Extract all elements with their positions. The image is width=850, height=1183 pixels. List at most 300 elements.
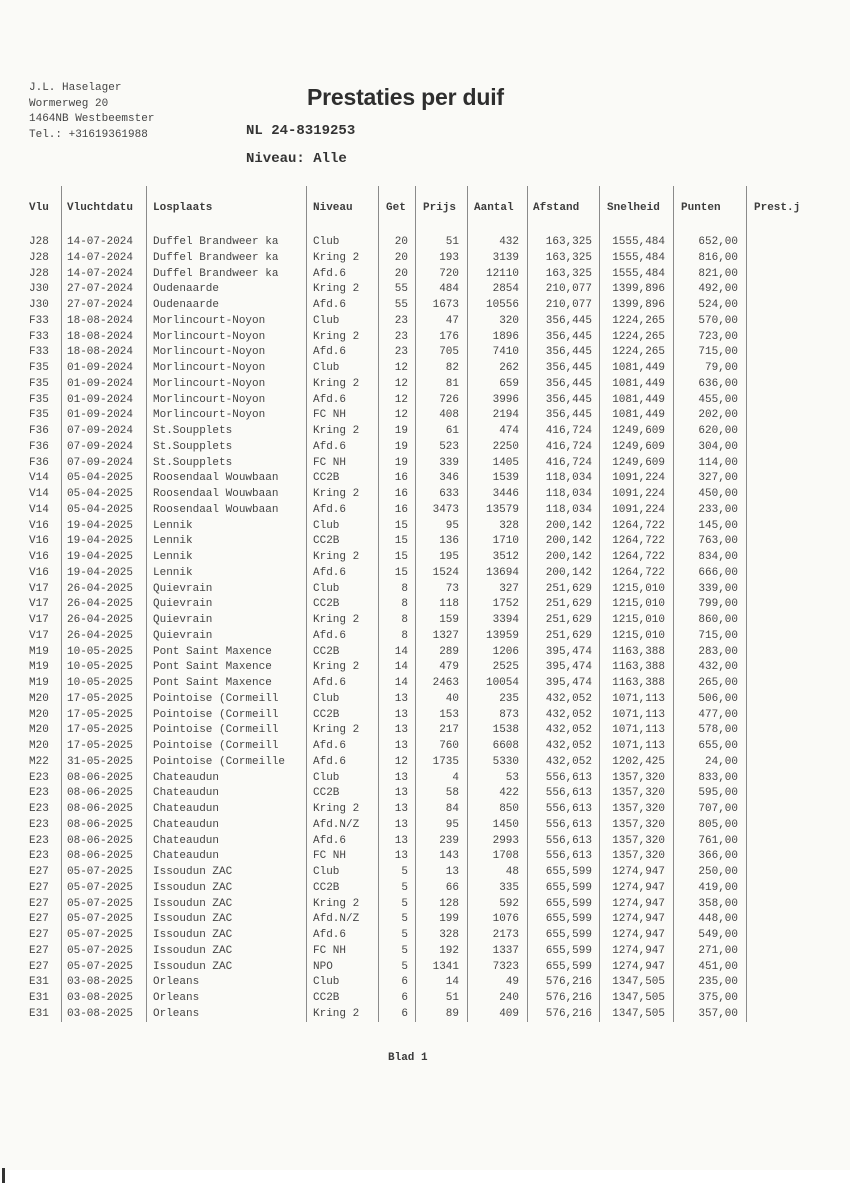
cell-punten: 477,00 bbox=[698, 708, 738, 721]
table-row bbox=[0, 503, 850, 519]
table-row bbox=[0, 566, 850, 582]
cell-aantal: 3996 bbox=[492, 393, 519, 406]
cell-aantal: 2194 bbox=[492, 409, 519, 422]
cell-get: 16 bbox=[394, 472, 408, 485]
table-row bbox=[0, 487, 850, 503]
cell-losplaats: Quievrain bbox=[153, 629, 213, 642]
cell-afstand: 395,474 bbox=[545, 645, 592, 658]
cell-afstand: 556,613 bbox=[545, 787, 592, 800]
table-row bbox=[0, 676, 850, 692]
header-aantal: Aantal bbox=[474, 202, 514, 214]
cell-vlu: F36 bbox=[29, 440, 49, 453]
cell-vlu: V16 bbox=[29, 566, 49, 579]
cell-snelheid: 1274,947 bbox=[612, 897, 665, 910]
cell-afstand: 655,599 bbox=[545, 944, 592, 957]
cell-prijs: 193 bbox=[439, 251, 459, 264]
cell-prijs: 408 bbox=[439, 409, 459, 422]
cell-vlu: M20 bbox=[29, 724, 49, 737]
cell-vlu: E31 bbox=[29, 976, 49, 989]
cell-afstand: 251,629 bbox=[545, 629, 592, 642]
sender-name: J.L. Haselager bbox=[29, 82, 122, 94]
table-row bbox=[0, 723, 850, 739]
header-punten: Punten bbox=[681, 202, 721, 214]
cell-prijs: 1524 bbox=[432, 566, 459, 579]
cell-niveau: FC NH bbox=[313, 409, 347, 422]
cell-date: 19-04-2025 bbox=[67, 566, 134, 579]
cell-aantal: 48 bbox=[505, 866, 519, 878]
cell-losplaats: Pointoise (Cormeill bbox=[153, 692, 279, 705]
table-row bbox=[0, 771, 850, 787]
cell-losplaats: Pont Saint Maxence bbox=[153, 645, 272, 658]
cell-get: 13 bbox=[394, 771, 408, 784]
cell-losplaats: Morlincourt-Noyon bbox=[153, 377, 266, 390]
cell-prijs: 14 bbox=[445, 976, 459, 989]
cell-losplaats: Chateaudun bbox=[153, 771, 220, 784]
cell-vlu: V16 bbox=[29, 551, 49, 563]
cell-date: 19-04-2025 bbox=[67, 535, 134, 548]
cell-get: 6 bbox=[401, 976, 408, 989]
cell-aantal: 1405 bbox=[492, 456, 519, 469]
table-row bbox=[0, 456, 850, 472]
cell-aantal: 13959 bbox=[485, 629, 519, 642]
table-row bbox=[0, 755, 850, 771]
cell-date: 01-09-2024 bbox=[67, 362, 134, 374]
cell-get: 19 bbox=[394, 440, 408, 453]
cell-snelheid: 1215,010 bbox=[612, 614, 665, 626]
cell-niveau: Club bbox=[313, 976, 340, 989]
cell-vlu: E31 bbox=[29, 1007, 49, 1020]
header-prestatie: Prest.j bbox=[754, 202, 801, 214]
cell-date: 18-08-2024 bbox=[67, 314, 134, 327]
cell-aantal: 335 bbox=[499, 881, 519, 894]
cell-aantal: 13579 bbox=[485, 503, 519, 516]
cell-punten: 549,00 bbox=[698, 929, 738, 941]
cell-niveau: CC2B bbox=[313, 708, 340, 721]
cell-prijs: 66 bbox=[445, 881, 459, 894]
table-row bbox=[0, 267, 850, 283]
cell-niveau: Club bbox=[313, 582, 340, 595]
cell-vlu: V14 bbox=[29, 503, 49, 516]
cell-prijs: 84 bbox=[445, 803, 459, 815]
cell-aantal: 2525 bbox=[492, 661, 519, 674]
cell-punten: 506,00 bbox=[698, 692, 738, 705]
cell-get: 20 bbox=[394, 236, 408, 248]
cell-date: 08-06-2025 bbox=[67, 850, 134, 863]
cell-get: 13 bbox=[394, 740, 408, 752]
cell-prijs: 217 bbox=[439, 724, 459, 737]
cell-niveau: CC2B bbox=[313, 787, 340, 800]
cell-afstand: 556,613 bbox=[545, 818, 592, 831]
cell-losplaats: St.Soupplets bbox=[153, 456, 233, 469]
cell-niveau: FC NH bbox=[313, 850, 347, 863]
cell-prijs: 239 bbox=[439, 834, 459, 847]
cell-prijs: 89 bbox=[445, 1007, 459, 1020]
header-vlu: Vlu bbox=[29, 202, 49, 214]
cell-afstand: 356,445 bbox=[545, 393, 592, 406]
cell-prijs: 1327 bbox=[432, 629, 459, 642]
cell-vlu: M20 bbox=[29, 708, 49, 721]
table-row bbox=[0, 235, 850, 251]
cell-snelheid: 1555,484 bbox=[612, 236, 665, 248]
cell-aantal: 320 bbox=[499, 314, 519, 327]
cell-losplaats: Quievrain bbox=[153, 582, 213, 595]
cell-losplaats: Orleans bbox=[153, 992, 200, 1004]
cell-snelheid: 1357,320 bbox=[612, 803, 665, 815]
cell-niveau: CC2B bbox=[313, 881, 340, 894]
cell-vlu: J30 bbox=[29, 283, 49, 296]
table-row bbox=[0, 361, 850, 377]
cell-losplaats: Lennik bbox=[153, 519, 193, 532]
cell-losplaats: Chateaudun bbox=[153, 803, 220, 815]
cell-get: 12 bbox=[394, 377, 408, 390]
cell-niveau: Club bbox=[313, 236, 340, 248]
cell-snelheid: 1274,947 bbox=[612, 960, 665, 973]
cell-afstand: 556,613 bbox=[545, 771, 592, 784]
cell-aantal: 49 bbox=[505, 976, 519, 989]
cell-get: 13 bbox=[394, 787, 408, 800]
cell-prijs: 195 bbox=[439, 551, 459, 563]
table-row bbox=[0, 834, 850, 850]
cell-aantal: 235 bbox=[499, 692, 519, 705]
cell-vlu: M20 bbox=[29, 740, 49, 752]
cell-get: 8 bbox=[401, 614, 408, 626]
cell-punten: 655,00 bbox=[698, 740, 738, 752]
cell-get: 8 bbox=[401, 582, 408, 595]
cell-date: 05-07-2025 bbox=[67, 944, 134, 957]
table-row bbox=[0, 660, 850, 676]
cell-get: 12 bbox=[394, 393, 408, 406]
cell-vlu: E23 bbox=[29, 803, 49, 815]
cell-prijs: 118 bbox=[439, 598, 459, 611]
cell-niveau: NPO bbox=[313, 960, 333, 973]
cell-losplaats: Issoudun ZAC bbox=[153, 913, 233, 926]
cell-vlu: M19 bbox=[29, 645, 49, 658]
cell-vlu: E27 bbox=[29, 913, 49, 926]
cell-losplaats: Roosendaal Wouwbaan bbox=[153, 503, 279, 516]
cell-snelheid: 1215,010 bbox=[612, 582, 665, 595]
cell-afstand: 200,142 bbox=[545, 551, 592, 563]
cell-aantal: 2173 bbox=[492, 929, 519, 941]
cell-prijs: 199 bbox=[439, 913, 459, 926]
cell-afstand: 416,724 bbox=[545, 456, 592, 469]
cell-punten: 327,00 bbox=[698, 472, 738, 485]
cell-punten: 492,00 bbox=[698, 283, 738, 296]
cell-vlu: E27 bbox=[29, 929, 49, 941]
cell-niveau: Afd.6 bbox=[313, 629, 347, 642]
cell-get: 20 bbox=[394, 251, 408, 264]
cell-date: 03-08-2025 bbox=[67, 1007, 134, 1020]
header-afstand: Afstand bbox=[533, 202, 580, 214]
cell-afstand: 118,034 bbox=[545, 488, 592, 500]
table-row bbox=[0, 582, 850, 598]
cell-niveau: Afd.6 bbox=[313, 929, 347, 941]
cell-niveau: Kring 2 bbox=[313, 551, 360, 563]
table-row bbox=[0, 975, 850, 991]
cell-afstand: 655,599 bbox=[545, 913, 592, 926]
cell-aantal: 3394 bbox=[492, 614, 519, 626]
cell-niveau: Kring 2 bbox=[313, 724, 360, 737]
cell-losplaats: Lennik bbox=[153, 551, 193, 563]
cell-date: 26-04-2025 bbox=[67, 614, 134, 626]
cell-aantal: 327 bbox=[499, 582, 519, 595]
cell-afstand: 251,629 bbox=[545, 598, 592, 611]
cell-losplaats: Pointoise (Cormeill bbox=[153, 708, 279, 721]
cell-get: 13 bbox=[394, 692, 408, 705]
header-niveau: Niveau bbox=[313, 202, 353, 214]
cell-date: 07-09-2024 bbox=[67, 456, 134, 469]
cell-snelheid: 1071,113 bbox=[612, 708, 665, 721]
cell-get: 19 bbox=[394, 456, 408, 469]
cell-vlu: V14 bbox=[29, 472, 49, 485]
cell-snelheid: 1215,010 bbox=[612, 629, 665, 642]
level-filter: Niveau: Alle bbox=[246, 151, 347, 167]
cell-snelheid: 1357,320 bbox=[612, 834, 665, 847]
cell-date: 26-04-2025 bbox=[67, 598, 134, 611]
cell-prijs: 51 bbox=[445, 992, 459, 1004]
cell-punten: 339,00 bbox=[698, 582, 738, 595]
cell-vlu: J28 bbox=[29, 236, 49, 248]
cell-snelheid: 1555,484 bbox=[612, 251, 665, 264]
cell-afstand: 200,142 bbox=[545, 519, 592, 532]
cell-aantal: 432 bbox=[499, 236, 519, 248]
cell-snelheid: 1264,722 bbox=[612, 566, 665, 579]
cell-get: 5 bbox=[401, 929, 408, 941]
cell-losplaats: Chateaudun bbox=[153, 818, 220, 831]
cell-prijs: 95 bbox=[445, 519, 459, 532]
header-losplaats: Losplaats bbox=[153, 202, 213, 214]
table-row bbox=[0, 818, 850, 834]
cell-snelheid: 1264,722 bbox=[612, 535, 665, 548]
cell-get: 13 bbox=[394, 803, 408, 815]
cell-niveau: Afd.6 bbox=[313, 566, 347, 579]
cell-date: 01-09-2024 bbox=[67, 377, 134, 390]
table-row bbox=[0, 1007, 850, 1023]
cell-afstand: 432,052 bbox=[545, 740, 592, 752]
cell-losplaats: Chateaudun bbox=[153, 834, 220, 847]
cell-afstand: 356,445 bbox=[545, 330, 592, 343]
cell-punten: 250,00 bbox=[698, 866, 738, 878]
cell-niveau: Kring 2 bbox=[313, 1007, 360, 1020]
cell-date: 14-07-2024 bbox=[67, 251, 134, 264]
cell-aantal: 422 bbox=[499, 787, 519, 800]
cell-losplaats: Duffel Brandweer ka bbox=[153, 267, 279, 280]
cell-snelheid: 1357,320 bbox=[612, 787, 665, 800]
cell-losplaats: Morlincourt-Noyon bbox=[153, 409, 266, 422]
cell-afstand: 576,216 bbox=[545, 976, 592, 989]
cell-niveau: Kring 2 bbox=[313, 283, 360, 296]
table-row bbox=[0, 802, 850, 818]
cell-date: 07-09-2024 bbox=[67, 440, 134, 453]
cell-date: 19-04-2025 bbox=[67, 519, 134, 532]
cell-aantal: 873 bbox=[499, 708, 519, 721]
cell-afstand: 251,629 bbox=[545, 614, 592, 626]
table-row bbox=[0, 550, 850, 566]
cell-niveau: Club bbox=[313, 771, 340, 784]
cell-get: 19 bbox=[394, 425, 408, 437]
table-row bbox=[0, 928, 850, 944]
cell-date: 05-04-2025 bbox=[67, 472, 134, 485]
cell-date: 26-04-2025 bbox=[67, 629, 134, 642]
header-vluchtdatum: Vluchtdatu bbox=[67, 202, 134, 214]
cell-get: 14 bbox=[394, 677, 408, 689]
cell-niveau: Afd.N/Z bbox=[313, 818, 360, 831]
cell-losplaats: Oudenaarde bbox=[153, 283, 220, 296]
cell-niveau: Afd.N/Z bbox=[313, 913, 360, 926]
sender-address bbox=[29, 81, 154, 143]
table-row bbox=[0, 440, 850, 456]
cell-prijs: 1735 bbox=[432, 755, 459, 768]
cell-vlu: V17 bbox=[29, 582, 49, 595]
cell-punten: 375,00 bbox=[698, 992, 738, 1004]
cell-vlu: F33 bbox=[29, 330, 49, 343]
cell-date: 17-05-2025 bbox=[67, 740, 134, 752]
cell-prijs: 4 bbox=[452, 771, 459, 784]
cell-aantal: 1538 bbox=[492, 724, 519, 737]
cell-punten: 79,00 bbox=[704, 362, 738, 374]
cell-aantal: 10556 bbox=[485, 299, 519, 311]
cell-snelheid: 1274,947 bbox=[612, 944, 665, 957]
cell-punten: 202,00 bbox=[698, 409, 738, 422]
cell-date: 01-09-2024 bbox=[67, 393, 134, 406]
cell-aantal: 10054 bbox=[485, 677, 519, 689]
cell-aantal: 850 bbox=[499, 803, 519, 815]
cell-snelheid: 1399,896 bbox=[612, 299, 665, 311]
cell-punten: 578,00 bbox=[698, 724, 738, 737]
cell-losplaats: Morlincourt-Noyon bbox=[153, 314, 266, 327]
cell-get: 13 bbox=[394, 850, 408, 863]
cell-punten: 723,00 bbox=[698, 330, 738, 343]
table-row bbox=[0, 881, 850, 897]
cell-punten: 570,00 bbox=[698, 314, 738, 327]
cell-punten: 666,00 bbox=[698, 566, 738, 579]
cell-prijs: 159 bbox=[439, 614, 459, 626]
cell-snelheid: 1163,388 bbox=[612, 661, 665, 674]
cell-afstand: 655,599 bbox=[545, 897, 592, 910]
cell-prijs: 1341 bbox=[432, 960, 459, 973]
cell-afstand: 200,142 bbox=[545, 535, 592, 548]
cell-vlu: F35 bbox=[29, 362, 49, 374]
cell-afstand: 655,599 bbox=[545, 929, 592, 941]
header-prijs: Prijs bbox=[423, 202, 457, 214]
cell-snelheid: 1081,449 bbox=[612, 362, 665, 374]
cell-prijs: 153 bbox=[439, 708, 459, 721]
cell-punten: 455,00 bbox=[698, 393, 738, 406]
table-row bbox=[0, 613, 850, 629]
header-snelheid: Snelheid bbox=[607, 202, 660, 214]
cell-vlu: E23 bbox=[29, 818, 49, 831]
cell-snelheid: 1081,449 bbox=[612, 409, 665, 422]
table-row bbox=[0, 314, 850, 330]
cell-vlu: M19 bbox=[29, 661, 49, 674]
cell-snelheid: 1357,320 bbox=[612, 771, 665, 784]
pigeon-id: NL 24-8319253 bbox=[246, 123, 356, 139]
cell-snelheid: 1274,947 bbox=[612, 881, 665, 894]
cell-prijs: 484 bbox=[439, 283, 459, 296]
table-row bbox=[0, 345, 850, 361]
cell-date: 08-06-2025 bbox=[67, 787, 134, 800]
cell-snelheid: 1264,722 bbox=[612, 551, 665, 563]
cell-punten: 366,00 bbox=[698, 850, 738, 863]
cell-aantal: 474 bbox=[499, 425, 519, 437]
table-row bbox=[0, 739, 850, 755]
cell-punten: 524,00 bbox=[698, 299, 738, 311]
cell-afstand: 556,613 bbox=[545, 834, 592, 847]
cell-date: 08-06-2025 bbox=[67, 834, 134, 847]
cell-prijs: 339 bbox=[439, 456, 459, 469]
cell-aantal: 659 bbox=[499, 377, 519, 390]
cell-afstand: 655,599 bbox=[545, 960, 592, 973]
cell-vlu: F35 bbox=[29, 409, 49, 422]
cell-vlu: M19 bbox=[29, 677, 49, 689]
cell-date: 08-06-2025 bbox=[67, 818, 134, 831]
cell-snelheid: 1264,722 bbox=[612, 519, 665, 532]
cell-date: 03-08-2025 bbox=[67, 992, 134, 1004]
cell-snelheid: 1163,388 bbox=[612, 645, 665, 658]
cell-snelheid: 1249,609 bbox=[612, 425, 665, 437]
cell-losplaats: Morlincourt-Noyon bbox=[153, 362, 266, 374]
cell-aantal: 53 bbox=[505, 771, 519, 784]
cell-date: 08-06-2025 bbox=[67, 803, 134, 815]
cell-punten: 233,00 bbox=[698, 503, 738, 516]
table-row bbox=[0, 298, 850, 314]
cell-aantal: 1896 bbox=[492, 330, 519, 343]
cell-vlu: V17 bbox=[29, 629, 49, 642]
cell-vlu: M20 bbox=[29, 692, 49, 705]
table-row bbox=[0, 393, 850, 409]
cell-niveau: CC2B bbox=[313, 645, 340, 658]
cell-vlu: F33 bbox=[29, 346, 49, 359]
cell-get: 5 bbox=[401, 944, 408, 957]
cell-afstand: 118,034 bbox=[545, 472, 592, 485]
cell-afstand: 251,629 bbox=[545, 582, 592, 595]
cell-punten: 24,00 bbox=[704, 755, 738, 768]
cell-date: 07-09-2024 bbox=[67, 425, 134, 437]
cell-losplaats: Quievrain bbox=[153, 598, 213, 611]
cell-date: 26-04-2025 bbox=[67, 582, 134, 595]
cell-niveau: Afd.6 bbox=[313, 267, 347, 280]
cell-losplaats: Lennik bbox=[153, 535, 193, 548]
cell-aantal: 592 bbox=[499, 897, 519, 910]
cell-prijs: 176 bbox=[439, 330, 459, 343]
cell-prijs: 61 bbox=[445, 425, 459, 437]
cell-get: 16 bbox=[394, 503, 408, 516]
cell-get: 23 bbox=[394, 330, 408, 343]
cell-aantal: 5330 bbox=[492, 755, 519, 768]
table-row bbox=[0, 865, 850, 881]
table-row bbox=[0, 471, 850, 487]
cell-get: 13 bbox=[394, 834, 408, 847]
cell-aantal: 1710 bbox=[492, 535, 519, 548]
cell-losplaats: Issoudun ZAC bbox=[153, 929, 233, 941]
cell-prijs: 81 bbox=[445, 377, 459, 390]
table-row bbox=[0, 408, 850, 424]
cell-aantal: 3139 bbox=[492, 251, 519, 264]
cell-losplaats: Pont Saint Maxence bbox=[153, 661, 272, 674]
cell-date: 05-04-2025 bbox=[67, 488, 134, 500]
cell-prijs: 73 bbox=[445, 582, 459, 595]
cell-date: 10-05-2025 bbox=[67, 661, 134, 674]
cell-get: 14 bbox=[394, 645, 408, 658]
cell-punten: 235,00 bbox=[698, 976, 738, 989]
cell-vlu: E23 bbox=[29, 787, 49, 800]
cell-afstand: 356,445 bbox=[545, 362, 592, 374]
cell-vlu: F36 bbox=[29, 456, 49, 469]
cell-losplaats: Pointoise (Cormeill bbox=[153, 724, 279, 737]
cell-date: 17-05-2025 bbox=[67, 724, 134, 737]
cell-losplaats: Pont Saint Maxence bbox=[153, 677, 272, 689]
cell-losplaats: Chateaudun bbox=[153, 787, 220, 800]
cell-losplaats: Chateaudun bbox=[153, 850, 220, 863]
